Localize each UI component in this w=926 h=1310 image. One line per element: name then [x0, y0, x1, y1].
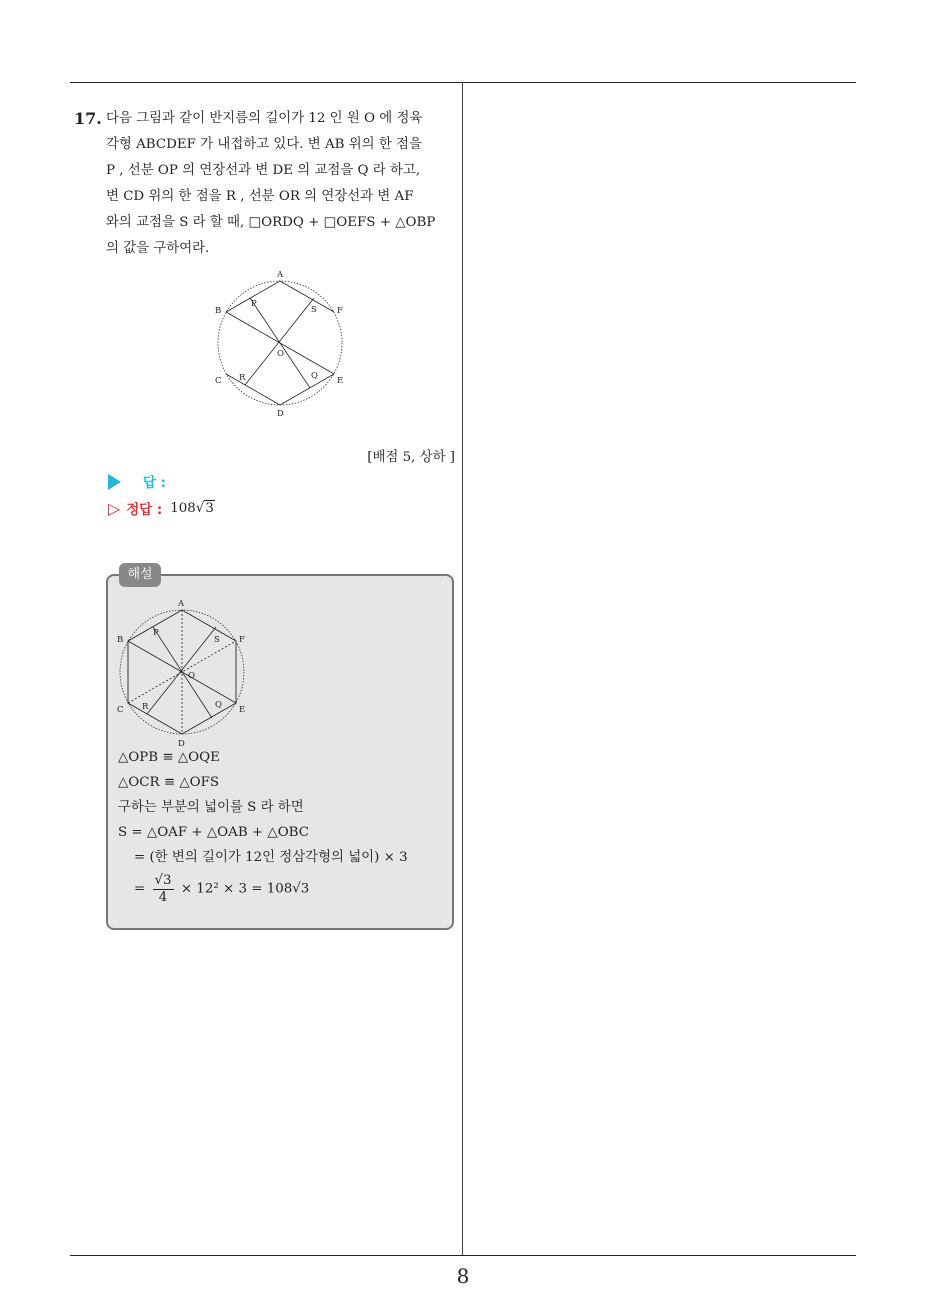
solution-line-4: S = △OAF + △OAB + △OBC	[118, 825, 310, 840]
label-f: F	[337, 306, 343, 316]
answer-label: 답 :	[143, 476, 166, 491]
page-number: 8	[456, 1264, 470, 1288]
problem-17	[74, 106, 458, 262]
problem-line: 와의 교점을 S 라 할 때, □ORDQ + □OEFS + △OBP	[106, 215, 436, 230]
label-q: Q	[311, 371, 318, 381]
label-d: D	[277, 409, 284, 418]
segment-pq	[153, 627, 212, 718]
solution-line-6-rest: × 12² × 3 = 108√3	[180, 881, 310, 897]
label-a: A	[178, 599, 185, 609]
answer-line	[108, 472, 166, 491]
fraction-denominator: 4	[158, 890, 168, 905]
problem-line: 의 값을 구하여라.	[106, 241, 210, 256]
solution-line-1: △OPB ≡ △OQE	[118, 750, 220, 765]
label-q: Q	[215, 700, 222, 710]
solution-line-2: △OCR ≡ △OFS	[118, 775, 220, 790]
label-s: S	[214, 635, 220, 645]
correct-answer-line	[108, 499, 215, 518]
problem-number: 17.	[74, 109, 102, 128]
bottom-rule	[70, 1255, 856, 1256]
label-s: S	[311, 305, 317, 315]
label-o: O	[277, 349, 284, 359]
correct-answer-label: 정답 :	[126, 503, 163, 518]
problem-line: P , 선분 OP 의 연장선과 변 DE 의 교점을 Q 라 하고,	[106, 163, 421, 178]
label-d: D	[178, 739, 185, 748]
equals-sign: =	[134, 881, 146, 897]
column-divider	[462, 82, 463, 1256]
label-f: F	[239, 635, 245, 645]
solution-line-3: 구하는 부분의 넓이를 S 라 하면	[118, 800, 304, 815]
segment-pq	[250, 298, 310, 388]
problem-figure	[210, 268, 355, 418]
segment-ob	[226, 312, 280, 343]
outline-triangle-icon: ▷	[108, 499, 121, 518]
label-r: R	[239, 373, 246, 383]
segment-rs	[147, 627, 216, 714]
solution-text	[118, 745, 408, 906]
score-note: [배점 5, 상하 ]	[367, 450, 455, 465]
solution-tab: 해설	[119, 563, 161, 587]
label-c: C	[215, 376, 222, 386]
side-de	[280, 374, 334, 405]
label-a: A	[277, 270, 284, 280]
label-p: P	[153, 628, 159, 638]
segment-rs	[245, 298, 314, 385]
solution-line-5: = (한 변의 길이가 12인 정삼각형의 넓이) × 3	[134, 850, 408, 865]
label-e: E	[239, 705, 246, 715]
segment-oe	[280, 343, 334, 374]
problem-text	[106, 106, 458, 262]
label-c: C	[117, 705, 124, 715]
correct-answer-sqrt: √3	[195, 501, 214, 516]
solution-figure	[112, 596, 257, 748]
label-b: B	[215, 306, 222, 316]
fraction-numerator: √3	[154, 873, 172, 888]
solution-line-6	[118, 872, 408, 906]
label-o: O	[188, 671, 195, 681]
label-p: P	[251, 299, 257, 309]
side-cd	[226, 374, 280, 405]
label-e: E	[337, 376, 344, 386]
problem-line: 다음 그림과 같이 반지름의 길이가 12 인 원 O 에 정육	[106, 111, 423, 126]
problem-line: 변 CD 위의 한 점을 R , 선분 OR 의 연장선과 변 AF	[106, 189, 414, 204]
label-r: R	[142, 702, 149, 712]
fraction	[153, 872, 174, 906]
top-rule	[70, 82, 856, 83]
correct-answer-radicand: 3	[205, 501, 214, 516]
play-triangle-icon	[108, 474, 121, 490]
label-b: B	[117, 635, 124, 645]
correct-answer-coefficient: 108	[170, 501, 196, 516]
problem-line: 각형 ABCDEF 가 내접하고 있다. 변 AB 위의 한 점을	[106, 137, 422, 152]
